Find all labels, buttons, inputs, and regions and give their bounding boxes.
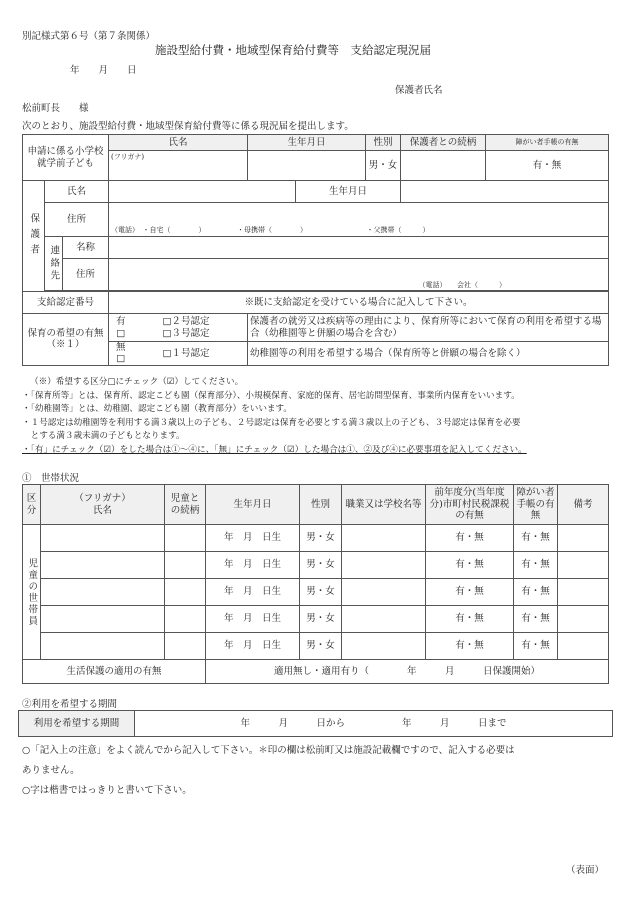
page-side-label: （表面） bbox=[566, 865, 605, 876]
period-label: 利用を希望する期間 bbox=[19, 711, 135, 737]
member-birth-field[interactable]: 年 月 日生 bbox=[206, 525, 300, 552]
cert-number-label: 支給認定番号 bbox=[23, 292, 109, 314]
note-line: とする満３歳未満の子どもとなります。 bbox=[22, 431, 185, 442]
member-sex-field[interactable]: 男・女 bbox=[300, 633, 342, 660]
member-tax-field[interactable]: 有・無 bbox=[426, 606, 514, 633]
member-remarks-field[interactable] bbox=[558, 552, 609, 579]
col-member-tax: 前年度分(当年度分)市町村民税課税の有無 bbox=[426, 485, 514, 525]
member-job-field[interactable] bbox=[342, 525, 426, 552]
child-birth-field[interactable] bbox=[248, 151, 366, 181]
page-title: 施設型給付費・地域型保育給付費等 支給認定現況届 bbox=[155, 43, 431, 57]
note-line: ・１号認定は幼稚園等を利用する満３歳以上の子ども、２号認定は保育を必要とする満３歳以上の子ども、３号認定は保育を必要 bbox=[22, 417, 521, 428]
note-line: ・「有」にチェック（☑）をした場合は①～④に、「無」にチェック（☑）した場合は①、②及び④に必要事項を記入してください。 bbox=[22, 444, 527, 455]
furigana-label: (フリガナ) bbox=[111, 153, 145, 161]
member-relation-field[interactable] bbox=[165, 525, 206, 552]
member-job-field[interactable] bbox=[342, 633, 426, 660]
household-table bbox=[22, 484, 609, 684]
member-birth-field[interactable]: 年 月 日生 bbox=[206, 552, 300, 579]
contact-name-field[interactable] bbox=[109, 237, 609, 259]
application-table bbox=[22, 134, 609, 366]
member-relation-field[interactable] bbox=[165, 633, 206, 660]
member-sex-field[interactable]: 男・女 bbox=[300, 525, 342, 552]
note-line: ・「幼稚園等」とは、幼稚園、認定こども園（教育部分）をいいます。 bbox=[22, 404, 293, 415]
member-remarks-field[interactable] bbox=[558, 606, 609, 633]
col-remarks: 備考 bbox=[558, 485, 609, 525]
guardian-address-label: 住所 bbox=[45, 203, 109, 237]
member-disability-field[interactable]: 有・無 bbox=[514, 552, 558, 579]
note-line: ・「保育所等」とは、保育所、認定こども園（保育部分）、小規模保育、家庭的保育、居宅訪問型保育、事業所内保育をいいます。 bbox=[22, 390, 520, 401]
addressee: 松前町長 様 bbox=[22, 103, 89, 114]
col-relation-header: 保護者との続柄 bbox=[401, 135, 486, 151]
member-job-field[interactable] bbox=[342, 552, 426, 579]
member-job-field[interactable] bbox=[342, 606, 426, 633]
contact-label: 連絡先 bbox=[48, 244, 60, 283]
col-member-relation: 児童との続柄 bbox=[165, 485, 206, 525]
member-remarks-field[interactable] bbox=[558, 633, 609, 660]
note-line: （※）希望する区分□にチェック（☑）してください。 bbox=[30, 377, 244, 387]
household-heading: ① 世帯状況 bbox=[22, 473, 80, 484]
wish-label: 保育の希望の有無（※１） bbox=[23, 314, 109, 366]
wish-yes-checkbox[interactable]: 有 □ bbox=[109, 314, 133, 342]
member-tax-field[interactable]: 有・無 bbox=[426, 633, 514, 660]
child-relation-field[interactable] bbox=[401, 151, 486, 181]
member-disability-field[interactable]: 有・無 bbox=[514, 525, 558, 552]
member-relation-field[interactable] bbox=[165, 606, 206, 633]
member-job-field[interactable] bbox=[342, 579, 426, 606]
contact-name-label: 名称 bbox=[63, 237, 109, 259]
member-name-field[interactable] bbox=[41, 633, 165, 660]
cert-number-note[interactable]: ※既に支給認定を受けている場合に記入して下さい。 bbox=[109, 292, 609, 314]
col-member-disability: 障がい者手帳の有無 bbox=[514, 485, 558, 525]
member-tax-field[interactable]: 有・無 bbox=[426, 579, 514, 606]
member-relation-field[interactable] bbox=[165, 552, 206, 579]
child-name-field[interactable] bbox=[109, 151, 248, 181]
member-name-field[interactable] bbox=[41, 579, 165, 606]
contact-phone-line: （電話） 会社（ ） bbox=[418, 280, 507, 289]
intro-text: 次のとおり、施設型給付費・地域型保育給付費等に係る現況届を提出します。 bbox=[22, 121, 354, 132]
footer-note-1: ○「記入上の注意」をよく読んでから記入して下さい。＊印の欄は松前町又は施設記載欄ですので、記入する必要は bbox=[22, 745, 515, 756]
child-disability-field[interactable]: 有・無 bbox=[486, 151, 609, 181]
desc-23: 保護者の就労又は疾病等の理由により、保育所等において保育の利用を希望する場合（幼稚園等と併願の場合を含む） bbox=[248, 314, 609, 342]
child-sex-field[interactable]: 男・女 bbox=[366, 151, 401, 181]
member-disability-field[interactable]: 有・無 bbox=[514, 633, 558, 660]
contact-address-label: 住所 bbox=[63, 259, 109, 291]
member-sex-field[interactable]: 男・女 bbox=[300, 552, 342, 579]
contact-address-field[interactable] bbox=[109, 259, 609, 291]
member-name-field[interactable] bbox=[41, 525, 165, 552]
member-birth-field[interactable]: 年 月 日生 bbox=[206, 606, 300, 633]
period-value[interactable]: 年 月 日から 年 月 日まで bbox=[135, 711, 613, 737]
col-member-name: （フリガナ） 氏名 bbox=[41, 485, 165, 525]
welfare-label: 生活保護の適用の有無 bbox=[23, 660, 206, 684]
member-sex-field[interactable]: 男・女 bbox=[300, 579, 342, 606]
desc-1: 幼稚園等の利用を希望する場合（保育所等と併願の場合を除く） bbox=[248, 342, 609, 366]
form-number: 別記様式第６号（第７条関係） bbox=[22, 31, 156, 42]
date-line: 年 月 日 bbox=[70, 65, 137, 76]
col-kubun: 区分 bbox=[23, 485, 41, 525]
welfare-value[interactable]: 適用無し・適用有り（ 年 月 日保護開始） bbox=[206, 660, 609, 684]
member-birth-field[interactable]: 年 月 日生 bbox=[206, 579, 300, 606]
col-name-header: 氏名 bbox=[109, 135, 248, 151]
member-tax-field[interactable]: 有・無 bbox=[426, 552, 514, 579]
guardian-address-field[interactable] bbox=[109, 203, 609, 237]
member-name-field[interactable] bbox=[41, 606, 165, 633]
member-birth-field[interactable]: 年 月 日生 bbox=[206, 633, 300, 660]
cert-23-checkboxes[interactable]: □２号認定 □３号認定 bbox=[133, 314, 248, 342]
col-disability-header: 障がい者手帳の有無 bbox=[486, 135, 609, 151]
guardian-name-label: 保護者氏名 bbox=[395, 85, 443, 96]
child-row-label: 申請に係る小学校就学前子ども bbox=[23, 135, 109, 181]
notes-block bbox=[22, 376, 612, 458]
member-sex-field[interactable]: 男・女 bbox=[300, 606, 342, 633]
footer-note-2: ○字は楷書ではっきりと書いて下さい。 bbox=[22, 785, 192, 796]
household-side-label: 児童の世帯員 bbox=[26, 557, 38, 627]
member-disability-field[interactable]: 有・無 bbox=[514, 579, 558, 606]
col-member-birth: 生年月日 bbox=[206, 485, 300, 525]
member-name-field[interactable] bbox=[41, 552, 165, 579]
footer-note-1b: ありません。 bbox=[22, 765, 80, 776]
member-remarks-field[interactable] bbox=[558, 579, 609, 606]
member-disability-field[interactable]: 有・無 bbox=[514, 606, 558, 633]
col-birth-header: 生年月日 bbox=[248, 135, 366, 151]
period-table bbox=[18, 710, 613, 737]
guardian-label: 保護者 bbox=[28, 212, 40, 260]
period-heading: ②利用を希望する期間 bbox=[22, 699, 118, 710]
member-remarks-field[interactable] bbox=[558, 525, 609, 552]
col-member-sex: 性別 bbox=[300, 485, 342, 525]
cert-1-checkbox[interactable]: □１号認定 bbox=[133, 342, 248, 366]
wish-no-checkbox[interactable]: 無 □ bbox=[109, 342, 133, 366]
member-tax-field[interactable]: 有・無 bbox=[426, 525, 514, 552]
col-member-job: 職業又は学校名等 bbox=[342, 485, 426, 525]
col-sex-header: 性別 bbox=[366, 135, 401, 151]
guardian-birth-label: 生年月日 bbox=[296, 181, 401, 203]
phone-line: （電話） ・自宅（ ） ・母携帯（ ） ・父携帯（ ） bbox=[111, 225, 430, 234]
guardian-name-field[interactable] bbox=[109, 181, 296, 203]
member-relation-field[interactable] bbox=[165, 579, 206, 606]
guardian-birth-field[interactable] bbox=[401, 181, 609, 203]
guardian-name-row-label: 氏名 bbox=[45, 181, 109, 203]
